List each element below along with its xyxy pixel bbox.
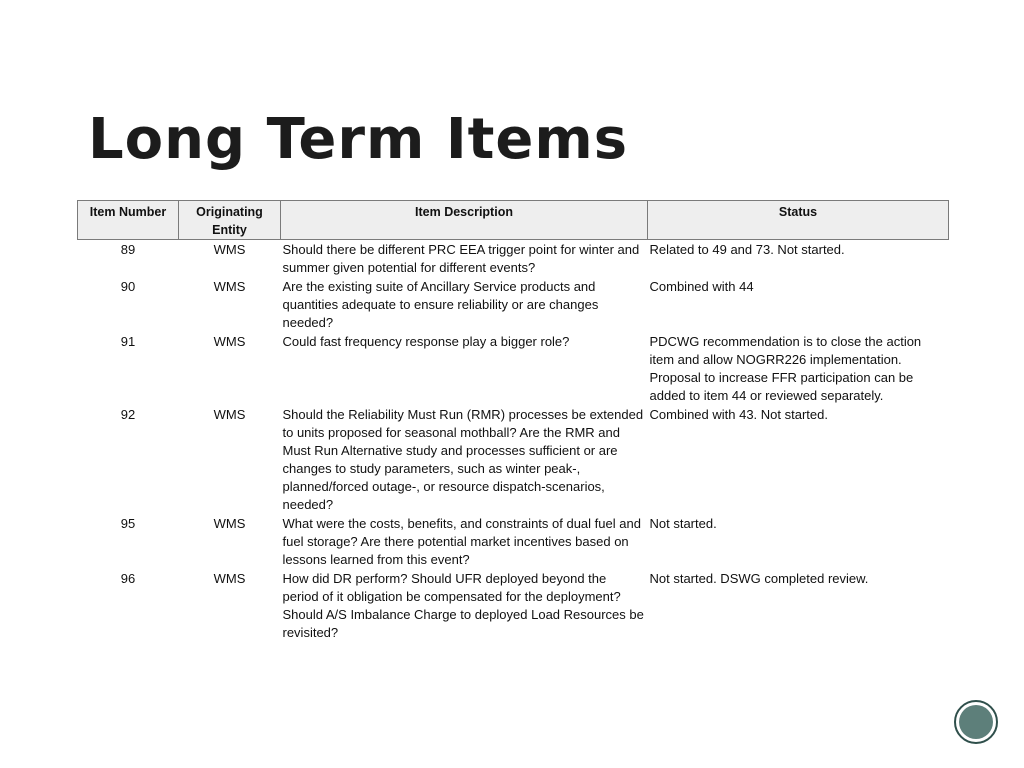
table-row — [78, 569, 949, 642]
status-cell: PDCWG recommendation is to close the action item and allow NOGRR226 implementation. Proposal to increase FFR participation can be added to item 44 or reviewed separately. — [649, 334, 922, 403]
status-cell: Combined with 44 — [649, 279, 754, 294]
entity-cell: WMS — [213, 334, 246, 349]
item-number-cell: 95 — [120, 516, 136, 531]
status-cell: Combined with 43. Not started. — [649, 407, 828, 422]
item-number-cell: 92 — [120, 407, 136, 422]
item-number-cell: 90 — [120, 279, 136, 294]
description-cell: Could fast frequency response play a bigger role? — [282, 334, 570, 349]
description-cell: What were the costs, benefits, and constraints of dual fuel and fuel storage? Are there potential market incentives based on lessons learned from this event? — [282, 516, 641, 567]
status-cell: Not started. — [649, 516, 717, 531]
description-cell: How did DR perform? Should UFR deployed beyond the period of it obligation be compensated for the deployment? Should A/S Imbalance Charge to deployed Load Resources be revisited? — [282, 571, 644, 640]
table-header-row — [78, 201, 949, 240]
description-cell: Should there be different PRC EEA trigger point for winter and summer given potential for different events? — [282, 242, 640, 275]
header-item-number: Item Number — [78, 201, 179, 240]
table-row — [78, 332, 949, 405]
entity-cell: WMS — [213, 279, 246, 294]
circle-icon — [959, 705, 993, 739]
item-number-cell: 89 — [120, 242, 136, 257]
status-cell: Related to 49 and 73. Not started. — [649, 242, 845, 257]
entity-cell: WMS — [213, 571, 246, 586]
table-row — [78, 240, 949, 278]
slide-nav-button[interactable] — [954, 700, 998, 744]
entity-cell: WMS — [213, 516, 246, 531]
slide-title: Long Term Items — [88, 107, 629, 172]
header-originating-entity: Originating Entity — [179, 201, 281, 240]
header-item-description: Item Description — [281, 201, 648, 240]
entity-cell: WMS — [213, 242, 246, 257]
entity-cell: WMS — [213, 407, 246, 422]
description-cell: Are the existing suite of Ancillary Service products and quantities adequate to ensure reliability or are changes needed? — [282, 279, 599, 330]
long-term-items-table — [77, 200, 949, 642]
item-number-cell: 96 — [120, 571, 136, 586]
description-cell: Should the Reliability Must Run (RMR) processes be extended to units proposed for seasonal mothball? Are the RMR and Must Run Alternative study and processes sufficient or are changes to study parameters, such as winter peak-, planned/forced outage-, or resource dispatch-scenarios, needed? — [282, 407, 644, 512]
header-status: Status — [648, 201, 949, 240]
item-number-cell: 91 — [120, 334, 136, 349]
table-row — [78, 277, 949, 332]
status-cell: Not started. DSWG completed review. — [649, 571, 869, 586]
table-row — [78, 514, 949, 569]
table-row — [78, 405, 949, 514]
